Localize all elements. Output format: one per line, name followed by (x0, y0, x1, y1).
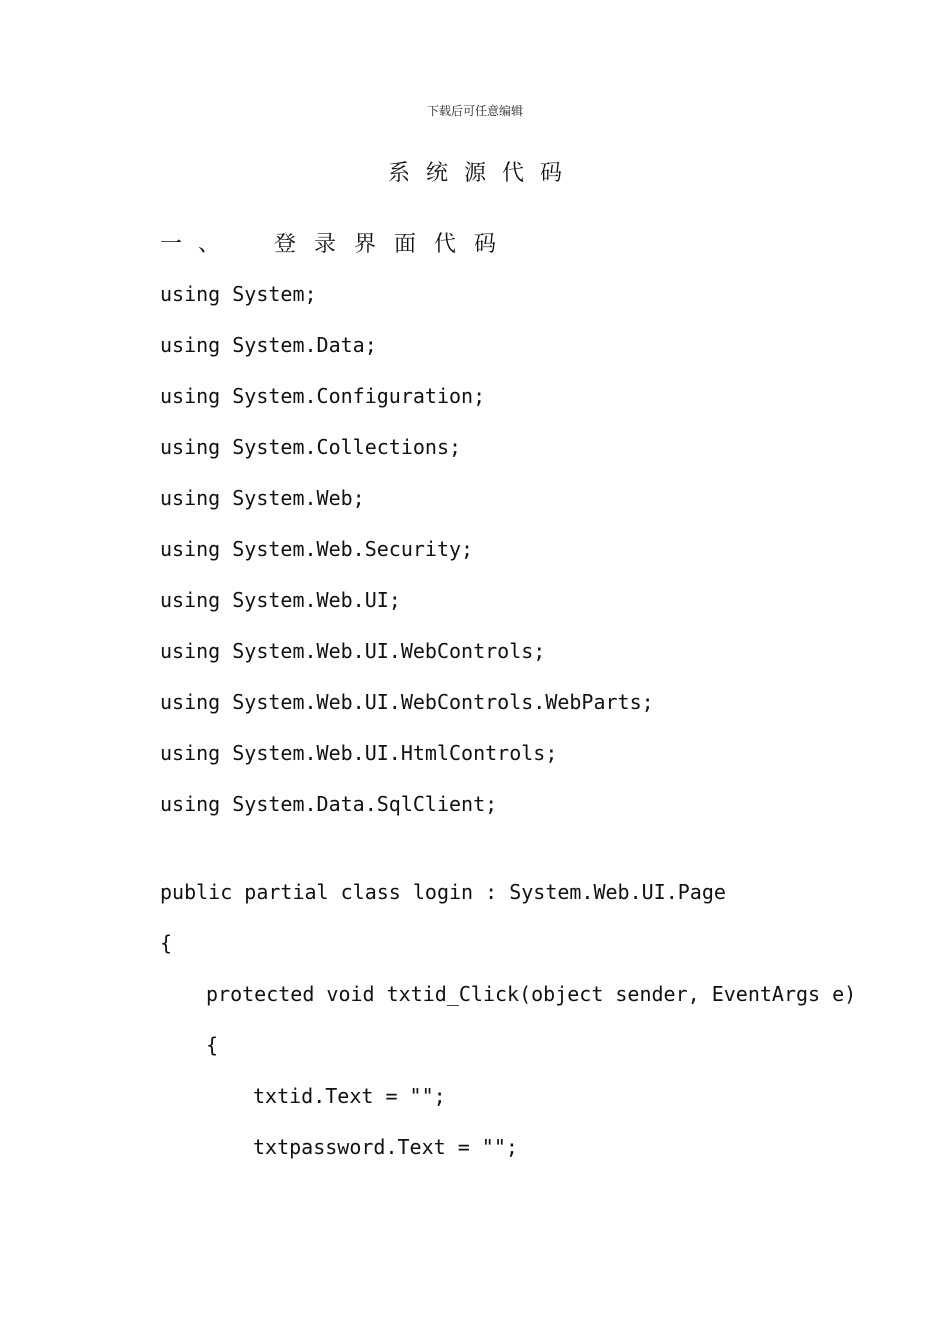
code-line: { (206, 1033, 219, 1057)
document-title: 系统源代码 (387, 161, 578, 186)
code-line: { (160, 931, 173, 955)
code-line: using System.Web; (160, 486, 365, 510)
code-line: public partial class login : System.Web.UI.Page (160, 880, 726, 904)
code-line: using System.Configuration; (160, 384, 486, 408)
section-heading (160, 227, 514, 258)
header-note: 下载后可任意编辑 (426, 104, 523, 118)
code-line: protected void txtid_Click(object sender, EventArgs e) (206, 982, 857, 1006)
code-line: using System.Data.SqlClient; (160, 792, 498, 816)
code-line: txtpassword.Text = ""; (253, 1135, 518, 1159)
section-title: 登录界面代码 (274, 232, 515, 257)
code-line: using System.Web.UI.WebControls.WebParts; (160, 690, 654, 714)
code-line: using System.Web.UI; (160, 588, 401, 612)
code-line: using System.Collections; (160, 435, 462, 459)
code-line: using System.Web.UI.HtmlControls; (160, 741, 558, 765)
code-line: using System.Web.Security; (160, 537, 474, 561)
code-line: using System.Web.UI.WebControls; (160, 639, 546, 663)
code-line: using System; (160, 282, 317, 306)
code-line: txtid.Text = ""; (253, 1084, 446, 1108)
section-number: 一、 (160, 232, 237, 257)
code-line: using System.Data; (160, 333, 377, 357)
